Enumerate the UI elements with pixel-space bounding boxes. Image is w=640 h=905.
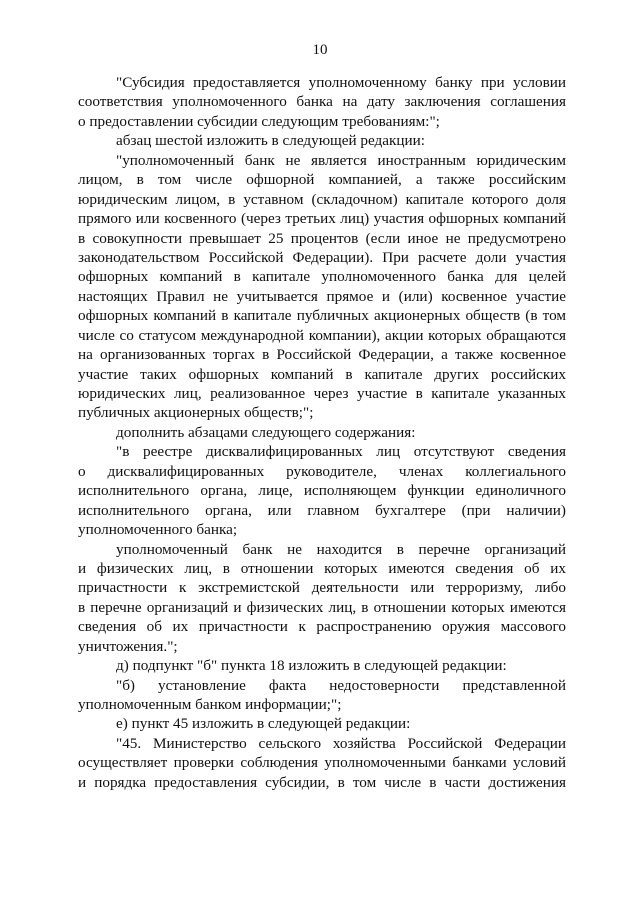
text-line: "45. Министерство сельского хозяйства Российской Федерации bbox=[116, 734, 566, 752]
text-line: "уполномоченный банк не является иностранным юридическим bbox=[116, 151, 566, 169]
text-line: и физических лиц, в отношении которых имеются сведения об их bbox=[78, 559, 566, 577]
text-line: настоящих Правил не учитывается прямое и (или) косвенное участие bbox=[78, 287, 566, 305]
text-line: "б) установление факта недостоверности представленной bbox=[116, 676, 566, 694]
text-line: дополнить абзацами следующего содержания: bbox=[116, 423, 416, 441]
text-line: на организованных торгах в Российской Федерации, а также косвенное bbox=[78, 346, 566, 364]
text-line: юридическим лицом, в уставном (складочном) капитале которого доля bbox=[78, 190, 566, 208]
text-line: осуществляет проверки соблюдения уполномоченными банками условий bbox=[78, 754, 566, 772]
text-line: участие таких офшорных компаний в капитале других российских bbox=[78, 365, 566, 383]
text-line: "Субсидия предоставляется уполномоченному банку при условии bbox=[116, 74, 566, 91]
text-line: уполномоченный банк не находится в перечне организаций bbox=[116, 540, 566, 558]
text-line: уполномоченным банком информации;"; bbox=[78, 696, 342, 713]
text-line: офшорных компаний в капитале уполномоченного банка для целей bbox=[78, 268, 566, 286]
text-line: лицом, в том числе офшорной компанией, а также российским bbox=[78, 171, 566, 189]
text-line: исполнительного органа, лице, исполняющем функции единоличного bbox=[78, 482, 566, 500]
text-line: уничтожения."; bbox=[78, 637, 178, 655]
text-line: и порядка предоставления субсидии, в том числе в части достижения bbox=[78, 773, 566, 791]
text-line: исполнительного органа, или главном бухгалтере (при наличии) bbox=[78, 501, 566, 519]
text-line: причастности к экстремистской деятельности или терроризму, либо bbox=[78, 579, 566, 597]
text-line: юридических лиц, реализованное через участие в капитале указанных bbox=[78, 385, 566, 402]
document-body bbox=[78, 73, 566, 792]
text-line: соответствия уполномоченного банка на дату заключения соглашения bbox=[78, 93, 566, 111]
text-line: сведения об их причастности к распространению оружия массового bbox=[78, 618, 566, 636]
text-line: "в реестре дисквалифицированных лиц отсутствуют сведения bbox=[116, 443, 566, 461]
text-line: в перечне организаций и физических лиц, в отношении которых имеются bbox=[78, 598, 566, 616]
text-line: о предоставлении субсидии следующим требованиям:"; bbox=[78, 112, 440, 130]
text-line: о дисквалифицированных руководителе, членах коллегиального bbox=[78, 462, 566, 480]
text-line: офшорных компаний в капитале публичных акционерных обществ (в том bbox=[78, 307, 566, 325]
text-line: е) пункт 45 изложить в следующей редакции: bbox=[116, 715, 411, 733]
text-line: законодательством Российской Федерации). При расчете доли участия bbox=[78, 248, 566, 266]
text-line: уполномоченного банка; bbox=[78, 521, 238, 539]
page-number: 10 bbox=[312, 42, 328, 58]
text-line: публичных акционерных обществ;"; bbox=[78, 404, 314, 422]
text-line: абзац шестой изложить в следующей редакции: bbox=[116, 132, 425, 150]
text-line: прямого или косвенного (через третьих лиц) участия офшорных компаний bbox=[78, 210, 566, 228]
text-line: числе со статусом международной компании), акции которых обращаются bbox=[78, 326, 566, 344]
text-line: в совокупности превышает 25 процентов (если иное не предусмотрено bbox=[78, 229, 566, 247]
text-line: д) подпункт "б" пункта 18 изложить в следующей редакции: bbox=[116, 657, 507, 675]
